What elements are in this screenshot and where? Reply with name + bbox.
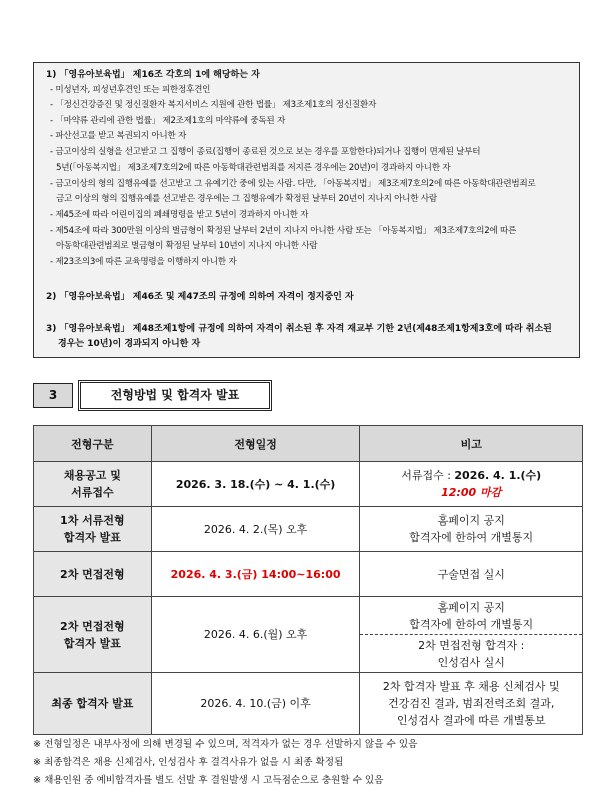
category-line: 합격자 발표: [63, 531, 121, 544]
category-cell: 2차 면접전형: [34, 552, 152, 597]
table-row: [34, 673, 583, 735]
note-line: 인성검사 실시: [437, 655, 505, 669]
table-row: [34, 552, 583, 597]
footnote: ※ 최종합격은 채용 신체검사, 인성검사 후 결격사유가 없을 시 최종 확정됨: [33, 757, 344, 768]
schedule-cell: 2026. 3. 18.(수) ~ 4. 1.(수): [151, 462, 360, 507]
schedule-cell: 2026. 4. 6.(월) 오후: [151, 597, 360, 673]
note-line: 건강검진 결과, 범죄전력조회 결과,: [388, 697, 555, 710]
disqualification-heading-3: 3) 「영유아보육법」 제48조제1항에 규정에 의하여 자격이 취소된 후 자격 재교부 기한 2년(제48조제1항제3호에 따라 취소된: [46, 324, 552, 334]
category-line: 채용공고 및: [63, 469, 121, 482]
disqualification-box: [33, 62, 580, 358]
footnote: ※ 전형일정은 내부사정에 의해 변경될 수 있으며, 적격자가 없는 경우 선발하지 않을 수 있음: [33, 739, 418, 750]
category-line: 서류접수: [71, 486, 114, 499]
disqualification-item: - 파산선고를 받고 복권되지 아니한 자: [50, 131, 187, 141]
category-cell: [34, 597, 152, 673]
note-line: 2차 면접전형 합격자 :: [418, 638, 525, 652]
note-cell: [360, 462, 583, 507]
schedule-cell: 2026. 4. 2.(목) 오후: [151, 507, 360, 552]
note-cell: [360, 507, 583, 552]
note-line: 홈페이지 공지: [437, 600, 505, 614]
disqualification-item: - 금고이상의 형의 집행유예를 선고받고 그 유예기간 중에 있는 사람. 다만, 「아동복지법」 제3조제7호의2에 따른 아동학대관련범죄로: [50, 179, 536, 189]
note-line: [360, 467, 582, 484]
deadline-time: 12:00 마감: [441, 486, 502, 499]
schedule-table: [33, 425, 583, 735]
note-line: 합격자에 한하여 개별통지: [409, 617, 534, 631]
header-schedule: 전형일정: [151, 426, 360, 462]
category-cell: [34, 507, 152, 552]
disqualification-item: 아동학대관련범죄로 벌금형이 확정된 날부터 10년이 지나지 아니한 사람: [56, 241, 318, 251]
schedule-cell: 2026. 4. 3.(금) 14:00~16:00: [151, 552, 360, 597]
disqualification-item: - 제45조에 따라 어린이집의 폐쇄명령을 받고 5년이 경과하지 아니한 자: [50, 210, 309, 220]
disqualification-item: 금고 이상의 형의 집행유예를 선고받은 경우에는 그 집행유예가 확정된 날부터 20년이 지나지 아니한 사람: [56, 194, 437, 204]
header-category: 전형구분: [34, 426, 152, 462]
note-cell: [360, 673, 583, 735]
note-label: 서류접수 :: [401, 469, 455, 482]
note-cell: [360, 635, 583, 673]
note-line: 홈페이지 공지: [437, 514, 505, 527]
disqualification-item: 5년(「아동복지법」 제3조제7호의2에 따른 아동학대관련범죄를 저지른 경우에는 20년)이 경과하지 아니한 자: [56, 163, 451, 173]
schedule-cell: 2026. 4. 10.(금) 이후: [151, 673, 360, 735]
note-line: 합격자에 한하여 개별통지: [409, 531, 534, 544]
section-number: 3: [33, 383, 73, 408]
category-line: 2차 면접전형: [60, 619, 125, 633]
category-line: 1차 서류전형: [60, 514, 125, 527]
footnote: ※ 채용인원 중 예비합격자를 별도 선발 후 결원발생 시 고득점순으로 충원할 수 있음: [33, 775, 384, 786]
note-cell: [360, 597, 583, 635]
disqualification-heading-2: 2) 「영유아보육법」 제46조 및 제47조의 규정에 의하여 자격이 정지중인 자: [46, 292, 354, 302]
table-row: [34, 597, 583, 635]
table-header-row: [34, 426, 583, 462]
category-line: 합격자 발표: [63, 636, 121, 650]
note-cell: 구술면접 실시: [360, 552, 583, 597]
note-line: 인성검사 결과에 따른 개별통보: [396, 714, 546, 727]
disqualification-item: - 제54조에 따라 300만원 이상의 벌금형이 확정된 날부터 2년이 지나지 아니한 사람 또는 「아동복지법」 제3조제7호의2에 따른: [50, 226, 517, 236]
disqualification-item: - 금고이상의 실형을 선고받고 그 집행이 종료(집행이 종료된 것으로 보는 경우를 포함한다)되거나 집행이 면제된 날부터: [50, 147, 481, 157]
disqualification-item: - 미성년자, 피성년후견인 또는 피한정후견인: [50, 85, 211, 95]
note-line: 2차 합격자 발표 후 채용 신체검사 및: [382, 680, 560, 693]
disqualification-item: - 제23조의3에 따른 교육명령을 이행하지 아니한 자: [50, 257, 237, 267]
category-cell: [34, 462, 152, 507]
category-cell: 최종 합격자 발표: [34, 673, 152, 735]
disqualification-heading-1: 1) 「영유아보육법」 제16조 각호의 1에 해당하는 자: [46, 70, 260, 80]
disqualification-item: - 「마약류 관리에 관한 법률」 제2조제1호의 마약류에 중독된 자: [50, 116, 286, 126]
table-row: [34, 462, 583, 507]
disqualification-heading-3-cont: 경우는 10년)이 경과되지 아니한 자: [58, 339, 201, 349]
table-row: [34, 507, 583, 552]
note-date: 2026. 4. 1.(수): [454, 469, 542, 482]
header-note: 비고: [360, 426, 583, 462]
disqualification-item: - 「정신건강증진 및 정신질환자 복지서비스 지원에 관한 법률」 제3조제1호의 정신질환자: [50, 100, 377, 110]
section-title: 전형방법 및 합격자 발표: [80, 382, 270, 409]
